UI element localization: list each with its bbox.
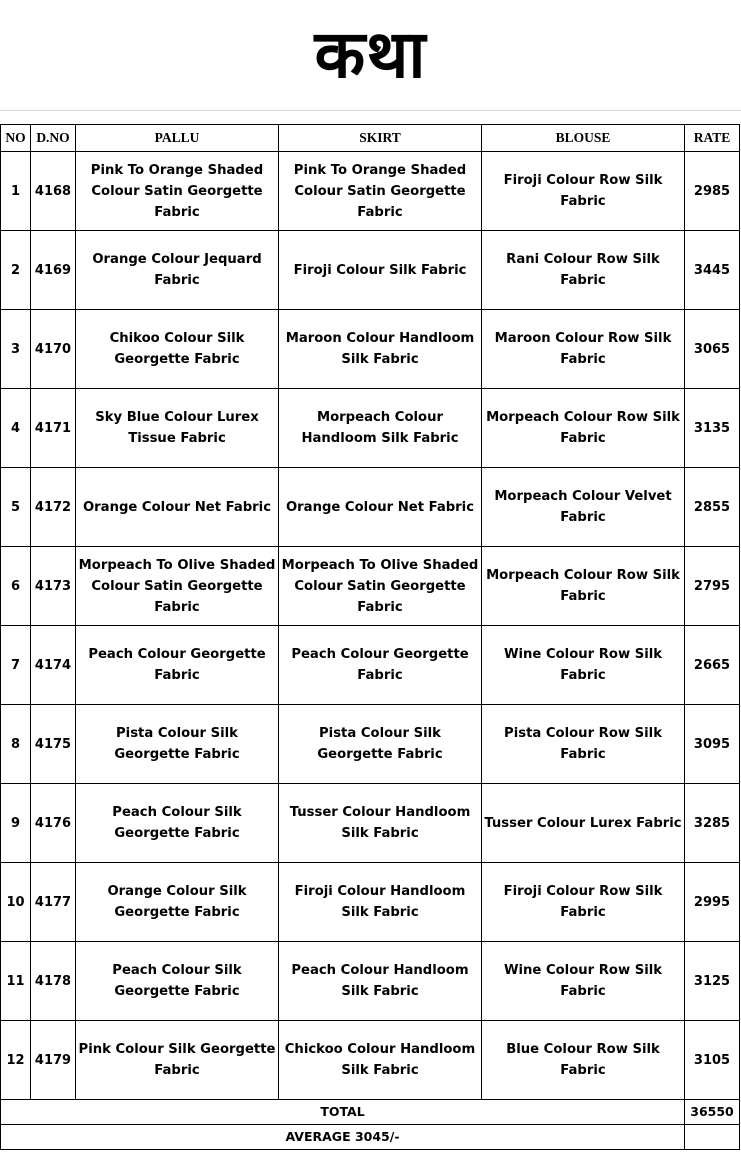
row-dno: 4172 bbox=[31, 468, 76, 547]
row-pallu: Orange Colour Silk Georgette Fabric bbox=[76, 863, 279, 942]
row-blouse: Tusser Colour Lurex Fabric bbox=[482, 784, 685, 863]
row-pallu: Pink To Orange Shaded Colour Satin Georgette Fabric bbox=[76, 152, 279, 231]
row-no: 5 bbox=[1, 468, 31, 547]
row-no: 12 bbox=[1, 1021, 31, 1100]
row-dno: 4174 bbox=[31, 626, 76, 705]
header-skirt: SKIRT bbox=[279, 125, 482, 152]
row-skirt: Firoji Colour Handloom Silk Fabric bbox=[279, 863, 482, 942]
table-row bbox=[1, 1021, 740, 1100]
table-row bbox=[1, 310, 740, 389]
catalog-title: कथा bbox=[314, 16, 427, 93]
total-row bbox=[1, 1100, 740, 1125]
row-rate: 2795 bbox=[685, 547, 740, 626]
row-dno: 4176 bbox=[31, 784, 76, 863]
row-pallu: Peach Colour Silk Georgette Fabric bbox=[76, 942, 279, 1021]
row-blouse: Morpeach Colour Row Silk Fabric bbox=[482, 389, 685, 468]
row-blouse: Wine Colour Row Silk Fabric bbox=[482, 626, 685, 705]
row-skirt: Firoji Colour Silk Fabric bbox=[279, 231, 482, 310]
row-blouse: Morpeach Colour Row Silk Fabric bbox=[482, 547, 685, 626]
row-no: 3 bbox=[1, 310, 31, 389]
total-label: TOTAL bbox=[1, 1100, 685, 1125]
row-skirt: Tusser Colour Handloom Silk Fabric bbox=[279, 784, 482, 863]
row-pallu: Orange Colour Jequard Fabric bbox=[76, 231, 279, 310]
table-row bbox=[1, 468, 740, 547]
header-no: NO bbox=[1, 125, 31, 152]
row-skirt: Morpeach To Olive Shaded Colour Satin Georgette Fabric bbox=[279, 547, 482, 626]
table-row bbox=[1, 547, 740, 626]
row-blouse: Pista Colour Row Silk Fabric bbox=[482, 705, 685, 784]
row-dno: 4175 bbox=[31, 705, 76, 784]
row-rate: 3125 bbox=[685, 942, 740, 1021]
row-dno: 4169 bbox=[31, 231, 76, 310]
row-no: 9 bbox=[1, 784, 31, 863]
row-blouse: Firoji Colour Row Silk Fabric bbox=[482, 863, 685, 942]
row-pallu: Peach Colour Silk Georgette Fabric bbox=[76, 784, 279, 863]
row-dno: 4179 bbox=[31, 1021, 76, 1100]
header-pallu: PALLU bbox=[76, 125, 279, 152]
table-row bbox=[1, 231, 740, 310]
row-skirt: Morpeach Colour Handloom Silk Fabric bbox=[279, 389, 482, 468]
row-skirt: Pink To Orange Shaded Colour Satin Georgette Fabric bbox=[279, 152, 482, 231]
title-area bbox=[0, 0, 741, 111]
row-skirt: Maroon Colour Handloom Silk Fabric bbox=[279, 310, 482, 389]
row-no: 7 bbox=[1, 626, 31, 705]
row-rate: 2855 bbox=[685, 468, 740, 547]
header-dno: D.NO bbox=[31, 125, 76, 152]
row-blouse: Maroon Colour Row Silk Fabric bbox=[482, 310, 685, 389]
row-skirt: Peach Colour Georgette Fabric bbox=[279, 626, 482, 705]
average-row bbox=[1, 1125, 740, 1150]
row-no: 6 bbox=[1, 547, 31, 626]
row-dno: 4178 bbox=[31, 942, 76, 1021]
row-pallu: Pista Colour Silk Georgette Fabric bbox=[76, 705, 279, 784]
row-blouse: Blue Colour Row Silk Fabric bbox=[482, 1021, 685, 1100]
row-rate: 3095 bbox=[685, 705, 740, 784]
table-row bbox=[1, 389, 740, 468]
row-rate: 3445 bbox=[685, 231, 740, 310]
header-row bbox=[1, 125, 740, 152]
row-blouse: Wine Colour Row Silk Fabric bbox=[482, 942, 685, 1021]
header-rate: RATE bbox=[685, 125, 740, 152]
row-no: 2 bbox=[1, 231, 31, 310]
row-dno: 4177 bbox=[31, 863, 76, 942]
row-no: 10 bbox=[1, 863, 31, 942]
table-row bbox=[1, 626, 740, 705]
average-label: AVERAGE 3045/- bbox=[1, 1125, 685, 1150]
row-blouse: Morpeach Colour Velvet Fabric bbox=[482, 468, 685, 547]
row-rate: 3285 bbox=[685, 784, 740, 863]
row-no: 11 bbox=[1, 942, 31, 1021]
table-row bbox=[1, 942, 740, 1021]
row-pallu: Peach Colour Georgette Fabric bbox=[76, 626, 279, 705]
row-no: 1 bbox=[1, 152, 31, 231]
table-row bbox=[1, 152, 740, 231]
row-skirt: Peach Colour Handloom Silk Fabric bbox=[279, 942, 482, 1021]
row-blouse: Firoji Colour Row Silk Fabric bbox=[482, 152, 685, 231]
row-rate: 2995 bbox=[685, 863, 740, 942]
table-row bbox=[1, 863, 740, 942]
row-pallu: Chikoo Colour Silk Georgette Fabric bbox=[76, 310, 279, 389]
rate-table bbox=[0, 124, 740, 1150]
table-row bbox=[1, 705, 740, 784]
row-dno: 4168 bbox=[31, 152, 76, 231]
row-rate: 3105 bbox=[685, 1021, 740, 1100]
table-row bbox=[1, 784, 740, 863]
row-skirt: Chickoo Colour Handloom Silk Fabric bbox=[279, 1021, 482, 1100]
row-pallu: Orange Colour Net Fabric bbox=[76, 468, 279, 547]
average-value bbox=[685, 1125, 740, 1150]
row-rate: 2985 bbox=[685, 152, 740, 231]
row-rate: 3065 bbox=[685, 310, 740, 389]
row-dno: 4171 bbox=[31, 389, 76, 468]
row-dno: 4173 bbox=[31, 547, 76, 626]
row-rate: 3135 bbox=[685, 389, 740, 468]
row-pallu: Pink Colour Silk Georgette Fabric bbox=[76, 1021, 279, 1100]
row-dno: 4170 bbox=[31, 310, 76, 389]
row-pallu: Sky Blue Colour Lurex Tissue Fabric bbox=[76, 389, 279, 468]
row-skirt: Orange Colour Net Fabric bbox=[279, 468, 482, 547]
row-rate: 2665 bbox=[685, 626, 740, 705]
row-no: 4 bbox=[1, 389, 31, 468]
row-blouse: Rani Colour Row Silk Fabric bbox=[482, 231, 685, 310]
total-value: 36550 bbox=[685, 1100, 740, 1125]
header-blouse: BLOUSE bbox=[482, 125, 685, 152]
row-pallu: Morpeach To Olive Shaded Colour Satin Georgette Fabric bbox=[76, 547, 279, 626]
row-skirt: Pista Colour Silk Georgette Fabric bbox=[279, 705, 482, 784]
row-no: 8 bbox=[1, 705, 31, 784]
